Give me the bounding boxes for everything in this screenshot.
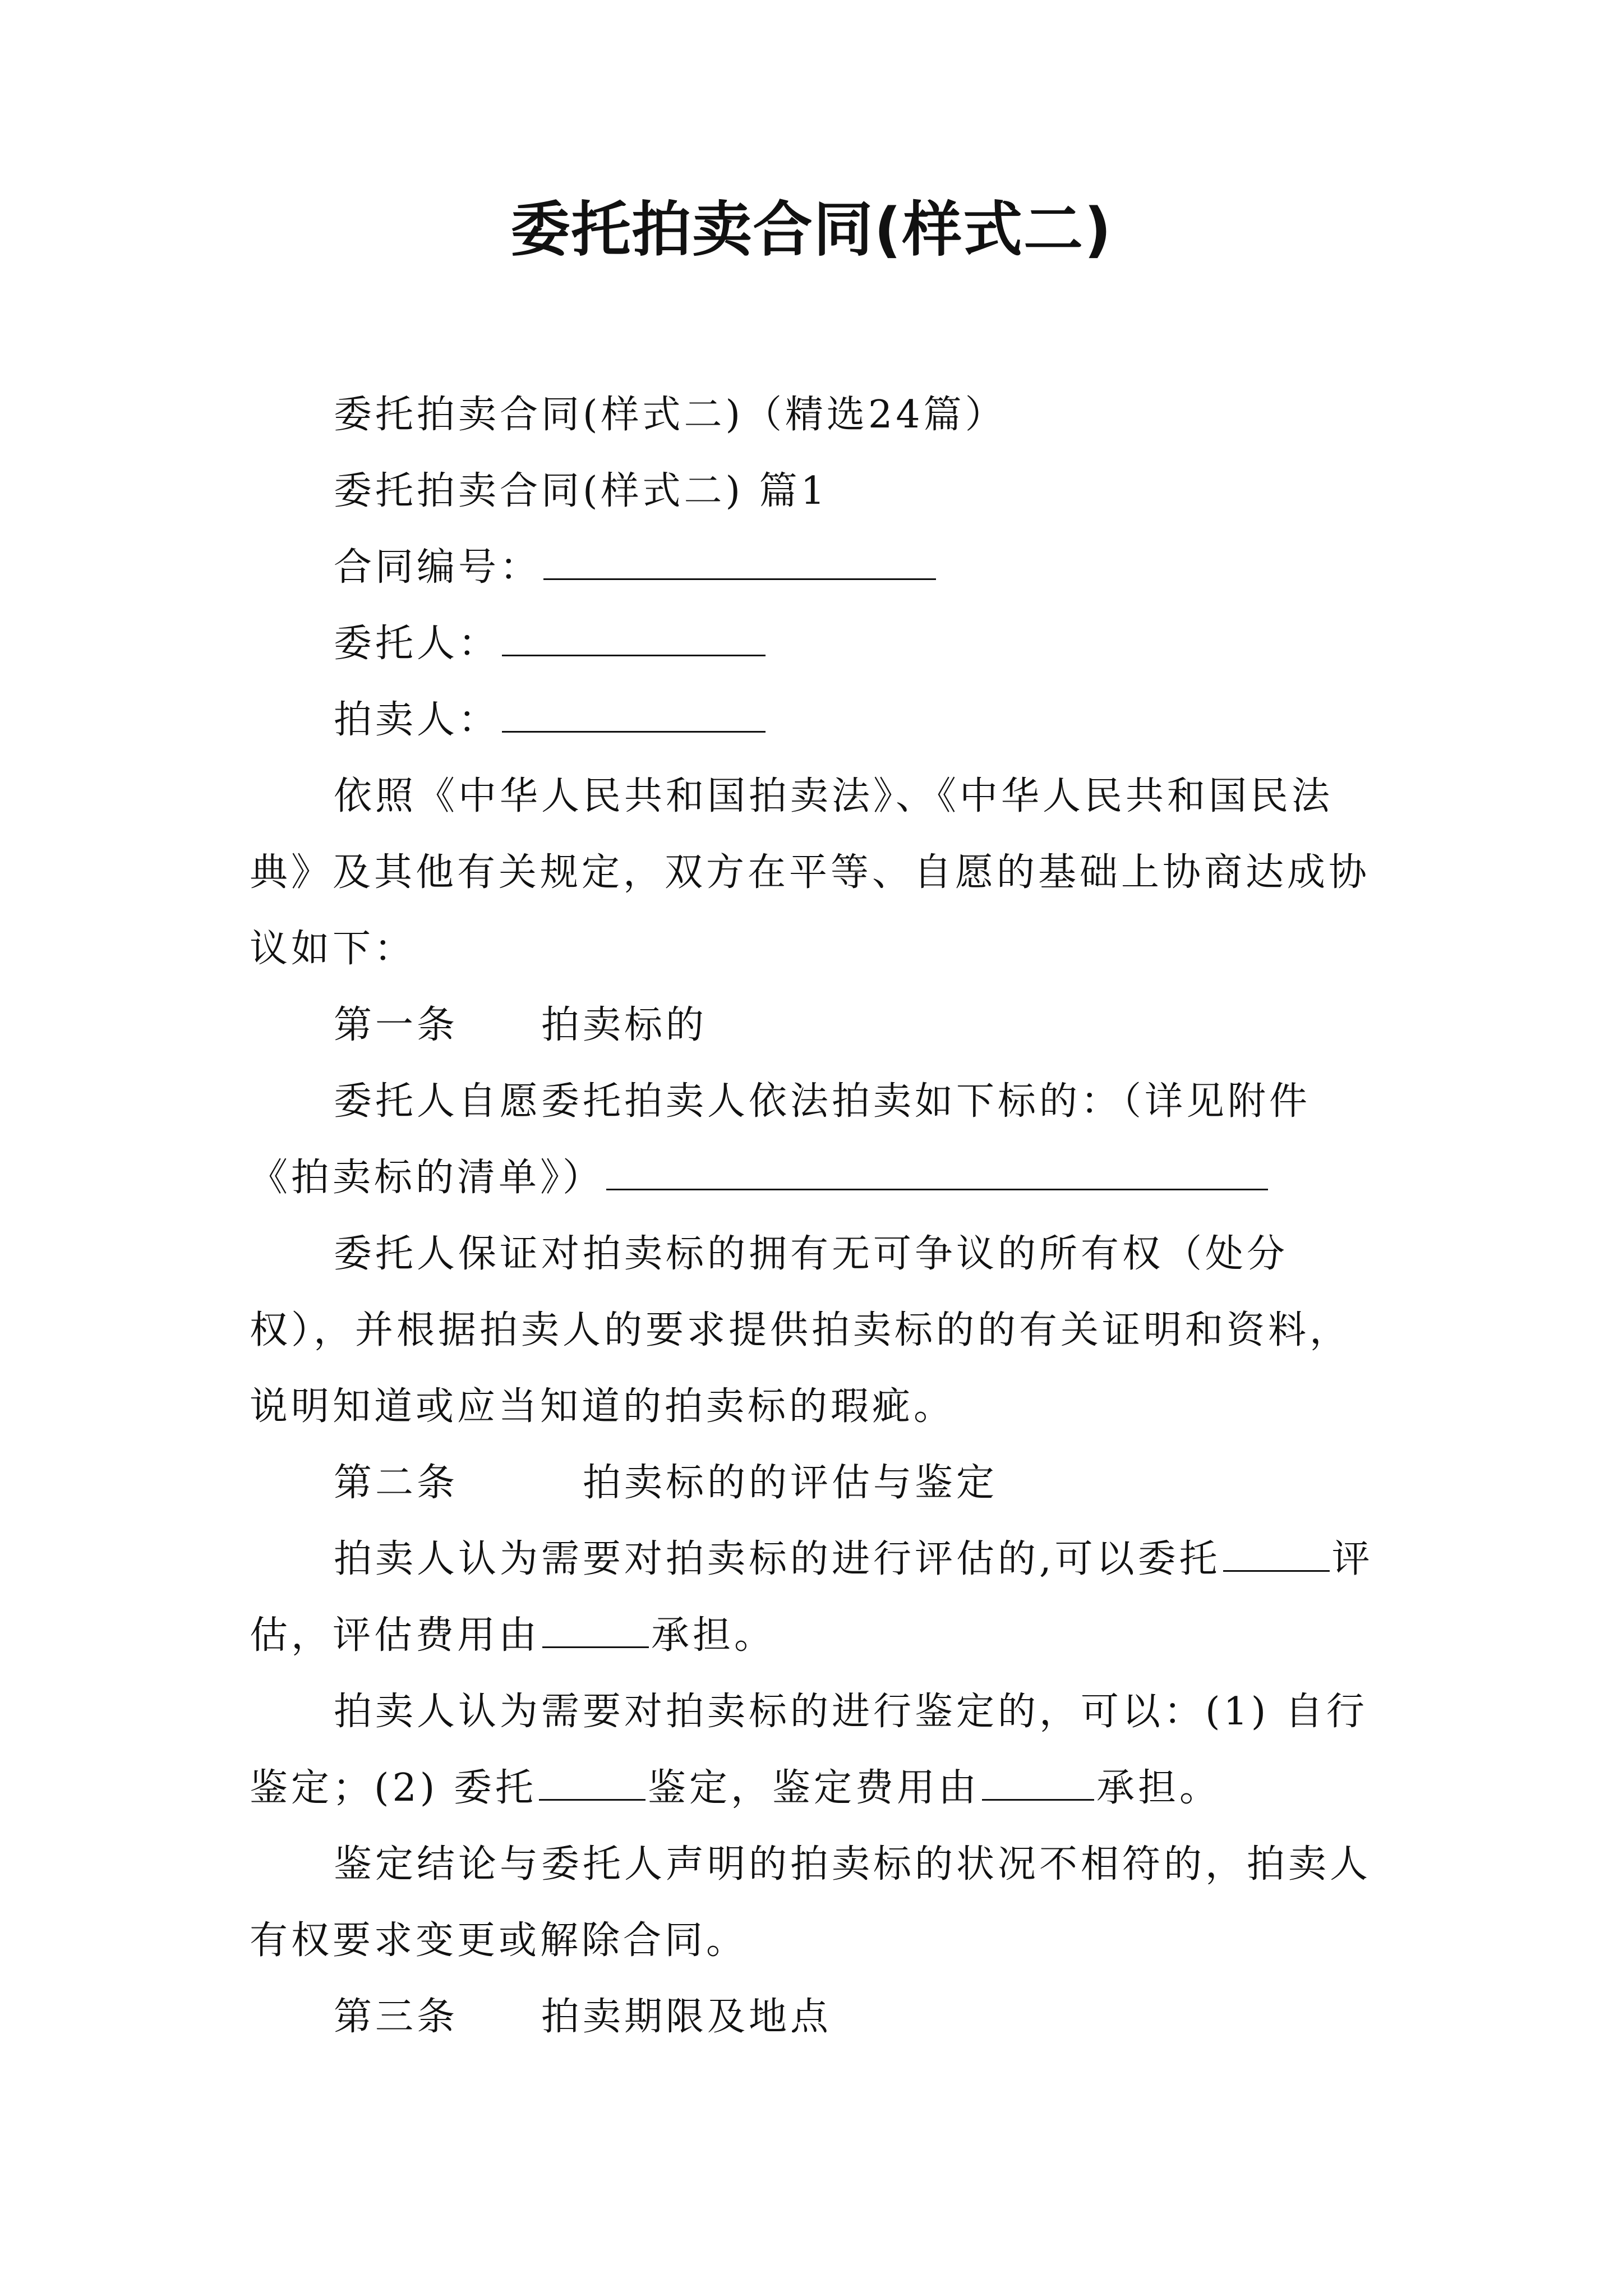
article1-paragraph-1-text: 委托人自愿委托拍卖人依法拍卖如下标的：（详见附件《拍卖标的清单》） [250,1079,1311,1200]
article2-paragraph-2 [250,1674,1388,1826]
article2-paragraph-2-a: 拍卖人认为需要对拍卖标的进行鉴定的，可以：(1) 自行鉴定；(2) 委托 [250,1690,1368,1810]
appraisal-fee-payer-blank [542,1613,649,1648]
principal-label: 委托人： [334,622,500,666]
auctioneer-label: 拍卖人： [334,698,500,742]
document-body [250,377,1388,2055]
contract-number-label: 合同编号： [334,545,542,590]
intro-paragraph: 依照《中华人民共和国拍卖法》、《中华人民共和国民法典》及其他有关规定，双方在平等、自愿的基础上协商达成协议如下： [250,774,1371,971]
auctioneer-line [250,682,1388,758]
article2-paragraph-1-c: 承担。 [651,1613,776,1658]
article2-paragraph-1-b: 评估，评估费用由 [250,1537,1373,1658]
article1-heading: 第一条 拍卖标的 [334,1003,708,1047]
article2-paragraph-2-b: 鉴定，鉴定费用由 [647,1766,980,1810]
document-subtitle: 委托拍卖合同(样式二)（精选24篇） [334,393,1007,437]
identification-agency-blank [539,1765,645,1801]
article2-heading: 第二条 拍卖标的的评估与鉴定 [334,1461,998,1505]
article1-paragraph-1 [250,1064,1388,1216]
contract-number-blank [543,545,936,580]
piece-heading: 委托拍卖合同(样式二) 篇1 [334,469,828,513]
article3-heading: 第三条 拍卖期限及地点 [334,1995,832,2039]
auction-items-blank [606,1155,1268,1190]
auctioneer-blank [502,697,766,733]
article2-paragraph-1 [250,1521,1388,1674]
principal-line [250,606,1388,682]
article1-paragraph-2: 委托人保证对拍卖标的拥有无可争议的所有权（处分权），并根据拍卖人的要求提供拍卖标的的有关证明和资料，说明知道或应当知道的拍卖标的瑕疵。 [250,1232,1352,1429]
principal-blank [502,621,766,656]
article2-paragraph-2-c: 承担。 [1096,1766,1221,1810]
contract-number-line [250,530,1388,606]
identification-fee-payer-blank [982,1765,1094,1801]
appraisal-agency-blank [1223,1536,1330,1572]
article2-paragraph-1-a: 拍卖人认为需要对拍卖标的进行评估的,可以委托 [334,1537,1221,1581]
article2-paragraph-3: 鉴定结论与委托人声明的拍卖标的状况不相符的，拍卖人有权要求变更或解除合同。 [250,1842,1372,1963]
document-title: 委托拍卖合同(样式二) [510,195,1113,264]
